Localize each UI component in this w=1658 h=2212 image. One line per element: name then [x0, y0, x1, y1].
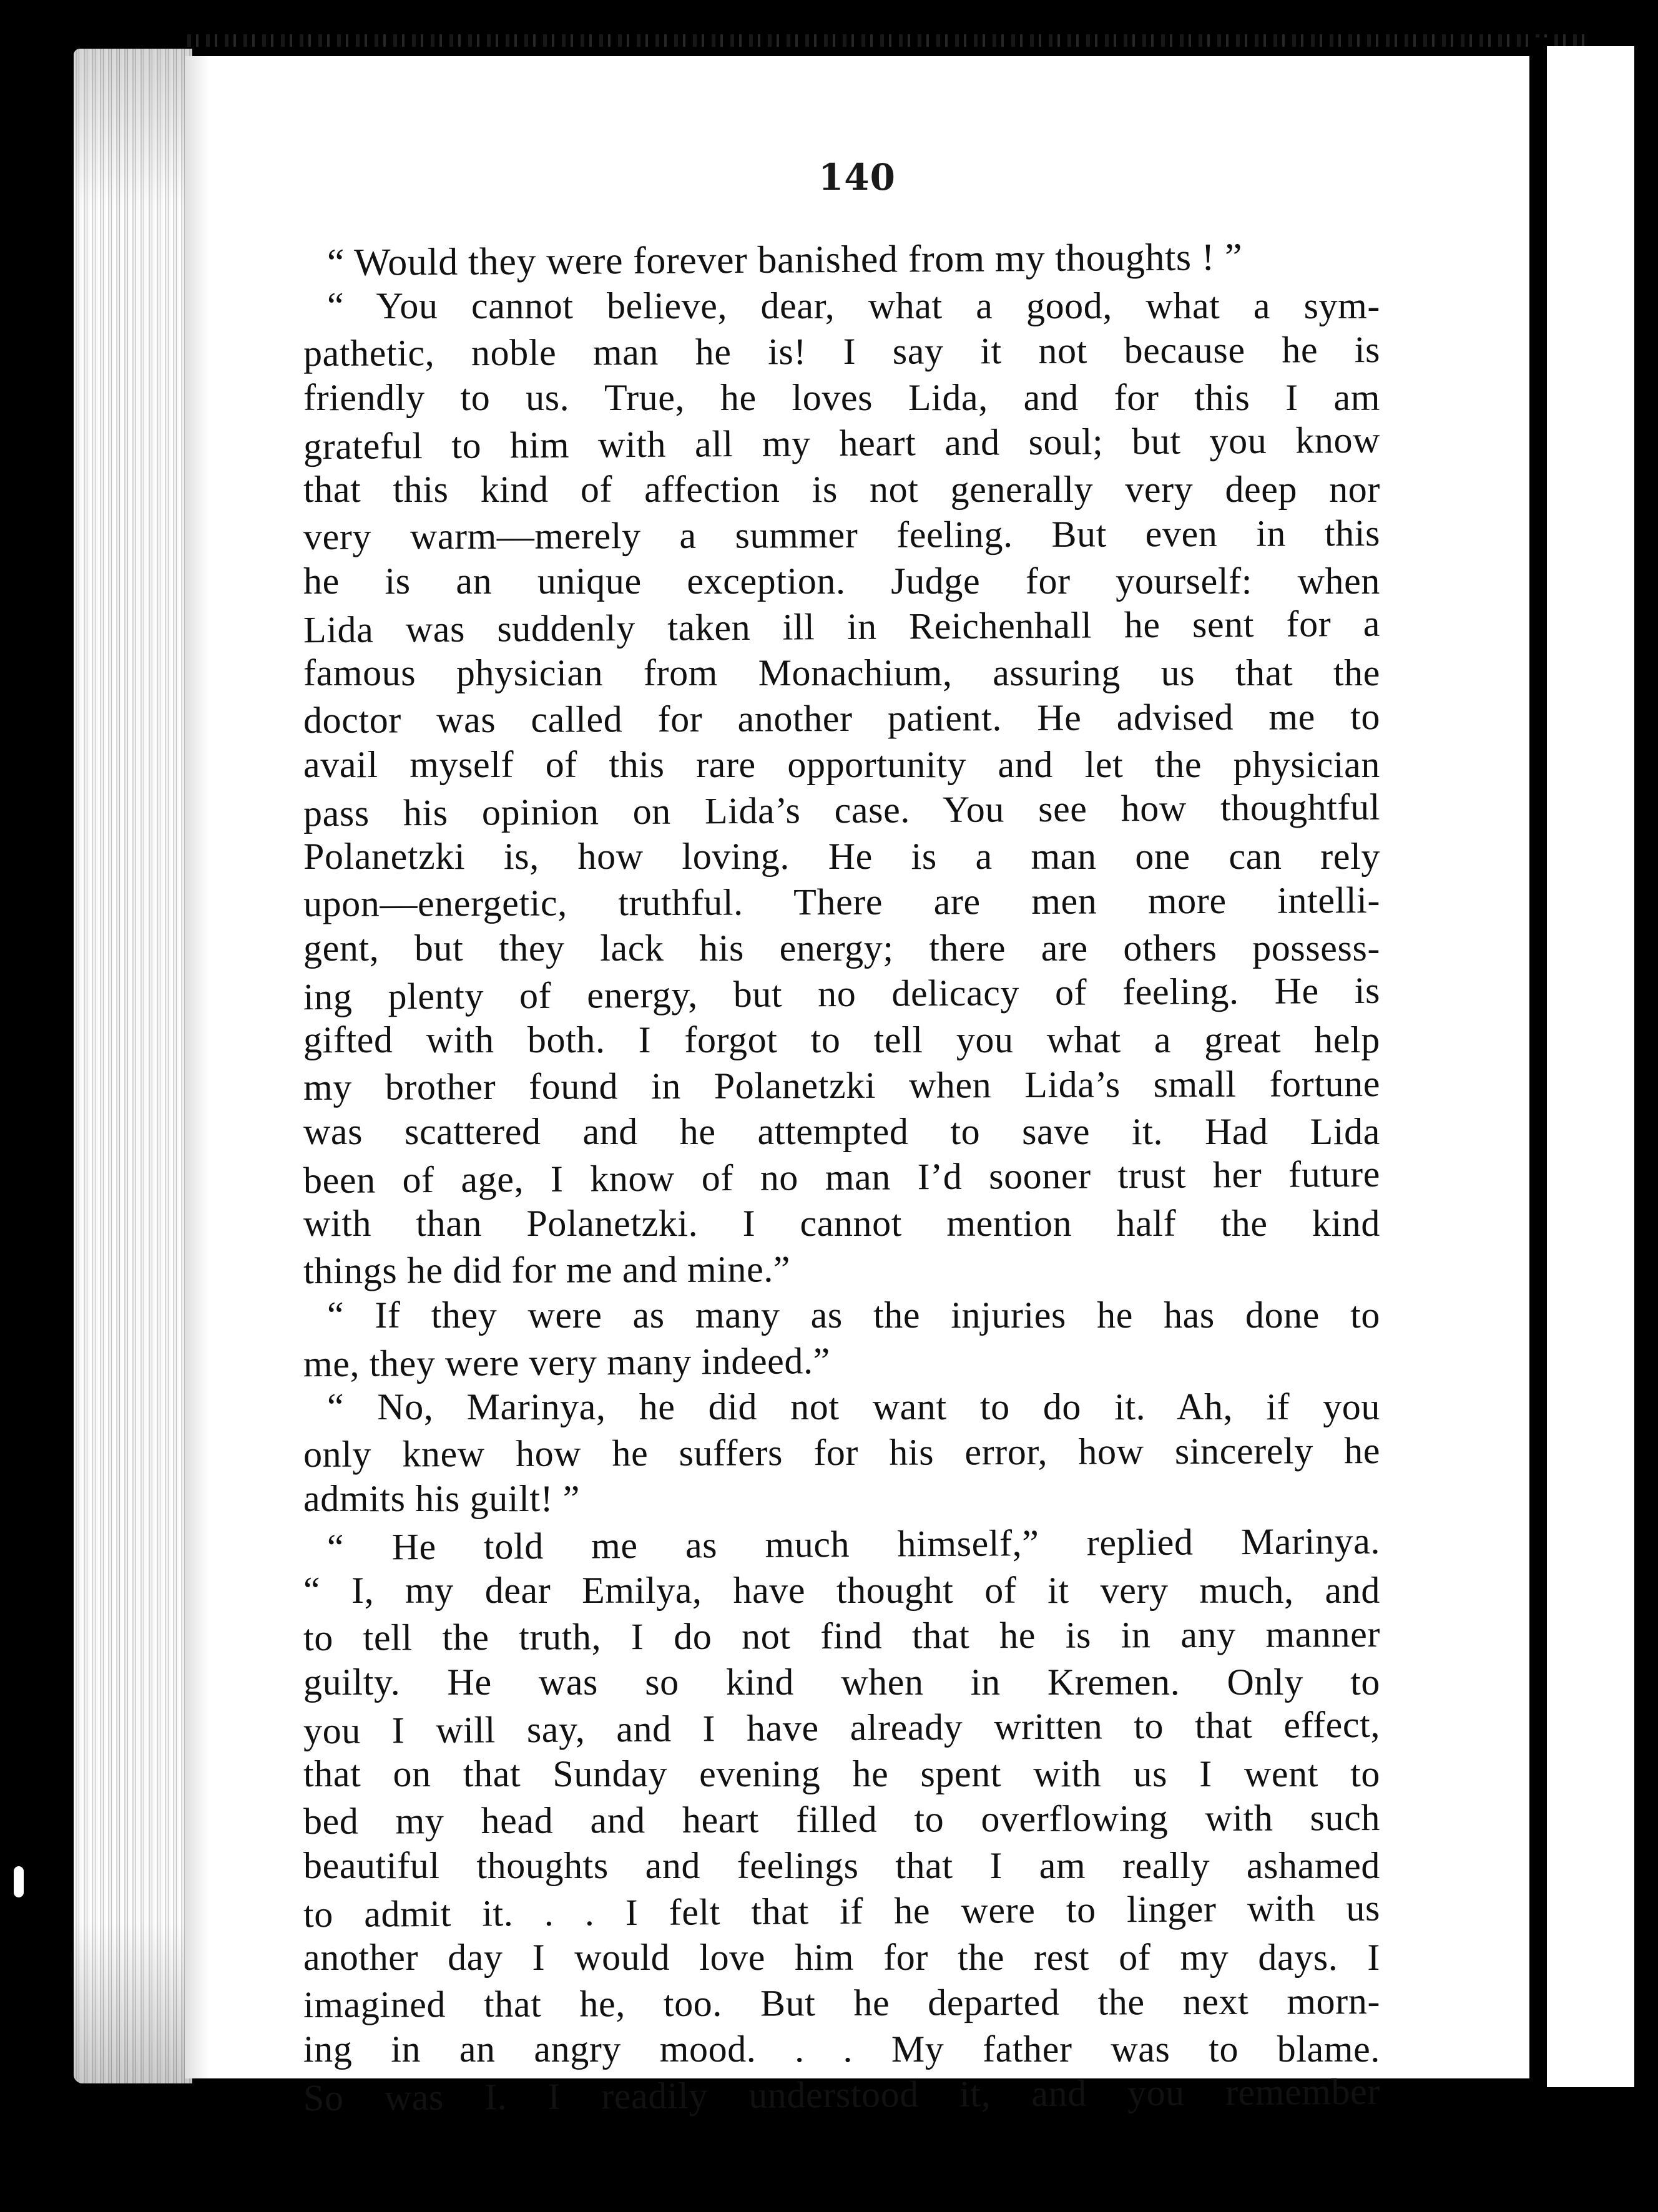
text-line: been of age, I know of no man I’d sooner trust her future	[303, 1153, 1381, 1201]
text-line: very warm—merely a summer feeling. But even in this	[303, 512, 1381, 558]
text-line: only knew how he suffers for his error, how sincerely he	[303, 1429, 1381, 1475]
text-line: So was I. I readily understood it, and you remember	[303, 2070, 1381, 2119]
text-line: was scattered and he attempted to save it. Had Lida	[303, 1110, 1380, 1152]
text-line: ing plenty of energy, but no delicacy of feeling. He is	[303, 969, 1381, 1018]
body-text	[303, 237, 1380, 2118]
text-line: Polanetzki is, how loving. He is a man one can rely	[303, 835, 1380, 877]
text-line: that this kind of affection is not generally very deep nor	[303, 468, 1380, 510]
text-line: ing in an angry mood. . . My father was to blame.	[303, 2028, 1380, 2070]
page-number: 140	[818, 156, 896, 198]
text-line: bed my head and heart filled to overflowing with such	[303, 1796, 1381, 1843]
text-line: things he did for me and mine.”	[303, 1248, 791, 1292]
text-line: guilty. He was so kind when in Kremen. Only to	[303, 1661, 1380, 1703]
text-line: my brother found in Polanetzki when Lida’s small fortune	[303, 1062, 1381, 1108]
text-line: “ Would they were forever banished from my thoughts ! ”	[326, 236, 1243, 285]
text-line: to tell the truth, I do not find that he is in any manner	[303, 1613, 1381, 1659]
text-line: to admit it. . . I felt that if he were to linger with us	[303, 1887, 1381, 1936]
page-gutter	[1529, 37, 1547, 2097]
text-line: with than Polanetzki. I cannot mention half the kind	[303, 1202, 1380, 1244]
text-line: famous physician from Monachium, assuring us that the	[303, 652, 1380, 693]
scan-noise	[187, 34, 1592, 47]
spine-shadow	[185, 56, 210, 2078]
book-page	[185, 56, 1529, 2119]
text-line: upon—energetic, truthful. There are men more intelli-	[303, 879, 1381, 925]
text-line: Lida was suddenly taken ill in Reichenhall he sent for a	[303, 602, 1381, 651]
text-line: me, they were very many indeed.”	[303, 1340, 831, 1385]
text-line: he is an unique exception. Judge for yourself: when	[303, 560, 1380, 602]
text-line: admits his guilt! ”	[303, 1477, 581, 1519]
text-line: “ No, Marinya, he did not want to do it. Ah, if you	[327, 1386, 1380, 1427]
text-line: imagined that he, too. But he departed the next morn-	[303, 1980, 1381, 2026]
facing-page-edge	[1547, 46, 1634, 2087]
text-line: “ If they were as many as the injuries he has done to	[327, 1294, 1380, 1336]
text-line: avail myself of this rare opportunity and let the physician	[303, 743, 1380, 785]
text-line: that on that Sunday evening he spent with us I went to	[303, 1753, 1380, 1794]
book-page-edges	[74, 49, 192, 2083]
text-line: gifted with both. I forgot to tell you what a great help	[303, 1019, 1380, 1060]
text-line: “ You cannot believe, dear, what a good, what a sym-	[327, 285, 1380, 326]
text-line: pathetic, noble man he is! I say it not because he is	[303, 328, 1381, 374]
text-line: friendly to us. True, he loves Lida, and for this I am	[303, 376, 1380, 418]
text-line: gent, but they lack his energy; there are others possess-	[303, 927, 1380, 969]
text-line: pass his opinion on Lida’s case. You see how thoughtful	[303, 786, 1381, 834]
text-line: “ He told me as much himself,” replied Marinya.	[326, 1520, 1381, 1568]
text-line: “ I, my dear Emilya, have thought of it very much, and	[303, 1569, 1380, 1611]
text-line: another day I would love him for the rest of my days. I	[303, 1936, 1380, 1978]
text-line: grateful to him with all my heart and soul; but you know	[303, 419, 1381, 467]
text-line: beautiful thoughts and feelings that I am really ashamed	[303, 1844, 1380, 1886]
scan-mark	[14, 1866, 24, 1897]
text-line: you I will say, and I have already written to that effect,	[303, 1703, 1381, 1752]
text-line: doctor was called for another patient. He advised me to	[303, 695, 1381, 741]
